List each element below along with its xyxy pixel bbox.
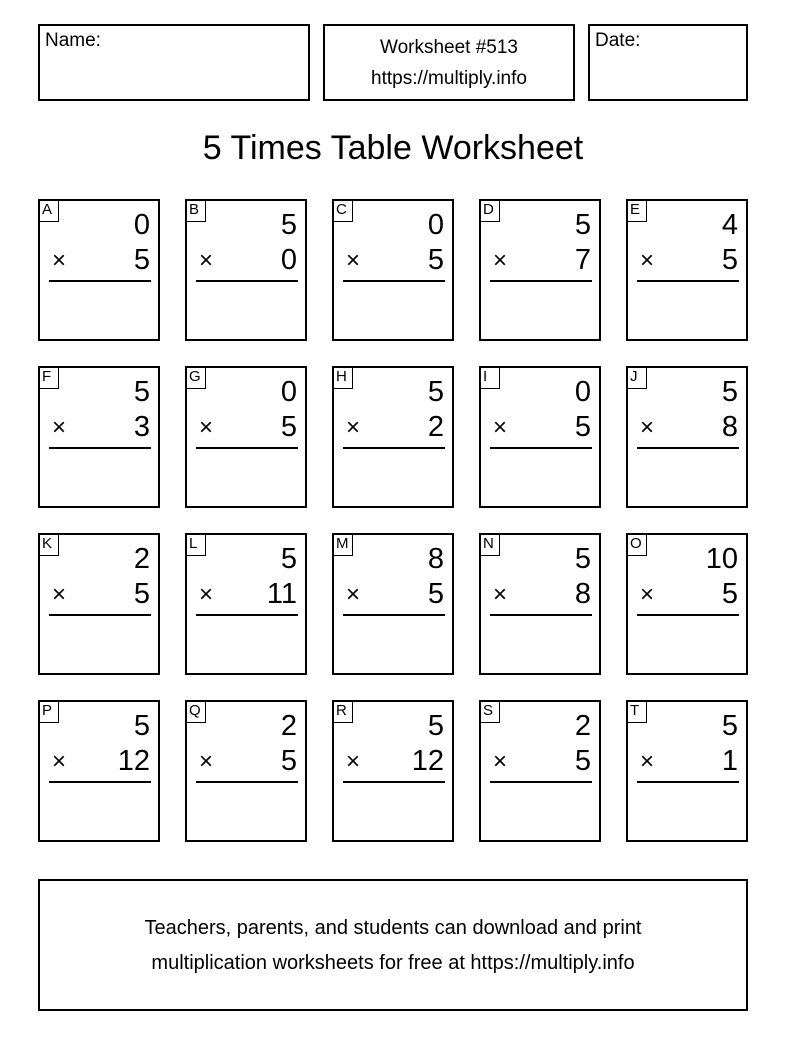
problem-letter: H bbox=[332, 366, 353, 389]
problem-letter: A bbox=[38, 199, 59, 222]
multiplier: 11 bbox=[266, 578, 297, 610]
multiplicand: 0 bbox=[280, 376, 297, 408]
multiply-sign-icon: × bbox=[346, 748, 361, 775]
multiply-sign-icon: × bbox=[640, 581, 655, 608]
multiply-sign-icon: × bbox=[493, 581, 508, 608]
problem-card bbox=[185, 366, 307, 508]
multiply-sign-icon: × bbox=[346, 414, 361, 441]
problem-card bbox=[185, 533, 307, 675]
answer-line bbox=[343, 280, 445, 282]
multiplicand: 0 bbox=[574, 376, 591, 408]
multiplier: 0 bbox=[280, 244, 297, 276]
multiplicand: 5 bbox=[721, 376, 738, 408]
multiply-sign-icon: × bbox=[640, 414, 655, 441]
date-field-box bbox=[588, 24, 748, 101]
problem-letter: J bbox=[626, 366, 647, 389]
problem-letter: D bbox=[479, 199, 500, 222]
problem-card bbox=[626, 199, 748, 341]
multiplier: 5 bbox=[280, 745, 297, 777]
answer-line bbox=[637, 280, 739, 282]
website-url: https://multiply.info bbox=[371, 68, 527, 89]
name-label: Name: bbox=[45, 30, 101, 51]
page-title: 5 Times Table Worksheet bbox=[202, 129, 584, 167]
answer-line bbox=[637, 447, 739, 449]
multiplier: 2 bbox=[427, 411, 444, 443]
multiplicand: 5 bbox=[280, 209, 297, 241]
answer-line bbox=[637, 781, 739, 783]
multiplier: 5 bbox=[721, 578, 738, 610]
problem-card bbox=[332, 199, 454, 341]
multiplicand: 5 bbox=[133, 710, 150, 742]
multiplicand: 10 bbox=[705, 543, 738, 575]
problem-card bbox=[38, 700, 160, 842]
multiplicand: 5 bbox=[721, 710, 738, 742]
answer-line bbox=[49, 614, 151, 616]
problem-letter: I bbox=[479, 366, 500, 389]
multiplicand: 5 bbox=[574, 209, 591, 241]
problem-card bbox=[479, 366, 601, 508]
problem-letter: S bbox=[479, 700, 500, 723]
multiply-sign-icon: × bbox=[199, 414, 214, 441]
multiply-sign-icon: × bbox=[199, 581, 214, 608]
problem-card bbox=[185, 700, 307, 842]
multiply-sign-icon: × bbox=[493, 748, 508, 775]
multiply-sign-icon: × bbox=[199, 748, 214, 775]
answer-line bbox=[490, 614, 592, 616]
multiplicand: 4 bbox=[721, 209, 738, 241]
answer-line bbox=[196, 614, 298, 616]
answer-line bbox=[49, 280, 151, 282]
multiplicand: 5 bbox=[574, 543, 591, 575]
problem-card bbox=[479, 199, 601, 341]
answer-line bbox=[637, 614, 739, 616]
footer-box bbox=[38, 879, 748, 1011]
multiplier: 1 bbox=[721, 745, 738, 777]
date-label: Date: bbox=[595, 30, 641, 51]
problem-letter: Q bbox=[185, 700, 206, 723]
problem-letter: P bbox=[38, 700, 59, 723]
multiplicand: 5 bbox=[280, 543, 297, 575]
multiplicand: 8 bbox=[427, 543, 444, 575]
problem-letter: T bbox=[626, 700, 647, 723]
multiplicand: 2 bbox=[133, 543, 150, 575]
multiply-sign-icon: × bbox=[52, 414, 67, 441]
problem-letter: C bbox=[332, 199, 353, 222]
answer-line bbox=[343, 447, 445, 449]
answer-line bbox=[490, 280, 592, 282]
multiplier: 5 bbox=[427, 244, 444, 276]
answer-line bbox=[49, 447, 151, 449]
multiplicand: 0 bbox=[133, 209, 150, 241]
problem-grid bbox=[38, 199, 748, 842]
problem-card bbox=[626, 366, 748, 508]
answer-line bbox=[490, 447, 592, 449]
problem-card bbox=[38, 199, 160, 341]
problem-card bbox=[626, 700, 748, 842]
problem-letter: F bbox=[38, 366, 59, 389]
footer-line-2: multiplication worksheets for free at https://multiply.info bbox=[151, 952, 635, 974]
multiplicand: 5 bbox=[133, 376, 150, 408]
answer-line bbox=[49, 781, 151, 783]
multiply-sign-icon: × bbox=[493, 247, 508, 274]
problem-letter: E bbox=[626, 199, 647, 222]
problem-card bbox=[185, 199, 307, 341]
answer-line bbox=[490, 781, 592, 783]
multiplicand: 2 bbox=[280, 710, 297, 742]
problem-card bbox=[38, 533, 160, 675]
footer-line-1: Teachers, parents, and students can download and print bbox=[144, 917, 642, 939]
answer-line bbox=[196, 781, 298, 783]
problem-card bbox=[38, 366, 160, 508]
multiply-sign-icon: × bbox=[346, 581, 361, 608]
answer-line bbox=[196, 447, 298, 449]
problem-letter: O bbox=[626, 533, 647, 556]
multiplier: 5 bbox=[427, 578, 444, 610]
multiply-sign-icon: × bbox=[52, 581, 67, 608]
multiply-sign-icon: × bbox=[346, 247, 361, 274]
answer-line bbox=[343, 614, 445, 616]
multiplicand: 2 bbox=[574, 710, 591, 742]
multiplier: 5 bbox=[133, 578, 150, 610]
problem-letter: G bbox=[185, 366, 206, 389]
problem-letter: R bbox=[332, 700, 353, 723]
multiplier: 7 bbox=[574, 244, 591, 276]
multiply-sign-icon: × bbox=[640, 247, 655, 274]
problem-card bbox=[626, 533, 748, 675]
answer-line bbox=[343, 781, 445, 783]
name-field-box bbox=[38, 24, 310, 101]
answer-line bbox=[196, 280, 298, 282]
multiplier: 8 bbox=[574, 578, 591, 610]
multiplicand: 5 bbox=[427, 376, 444, 408]
problem-card bbox=[332, 533, 454, 675]
worksheet-number: Worksheet #513 bbox=[379, 37, 518, 58]
multiplier: 12 bbox=[411, 745, 444, 777]
multiplier: 12 bbox=[117, 745, 150, 777]
problem-letter: N bbox=[479, 533, 500, 556]
problem-card bbox=[479, 700, 601, 842]
problem-letter: M bbox=[332, 533, 353, 556]
problem-letter: K bbox=[38, 533, 59, 556]
multiplier: 8 bbox=[721, 411, 738, 443]
worksheet-info-box bbox=[323, 24, 575, 101]
multiply-sign-icon: × bbox=[52, 748, 67, 775]
problem-card bbox=[332, 700, 454, 842]
multiplicand: 5 bbox=[427, 710, 444, 742]
multiply-sign-icon: × bbox=[199, 247, 214, 274]
problem-letter: L bbox=[185, 533, 206, 556]
multiply-sign-icon: × bbox=[493, 414, 508, 441]
problem-letter: B bbox=[185, 199, 206, 222]
multiply-sign-icon: × bbox=[52, 247, 67, 274]
multiplier: 5 bbox=[280, 411, 297, 443]
problem-card bbox=[332, 366, 454, 508]
multiplier: 5 bbox=[574, 745, 591, 777]
multiplier: 5 bbox=[133, 244, 150, 276]
multiplier: 3 bbox=[133, 411, 150, 443]
problem-card bbox=[479, 533, 601, 675]
multiplier: 5 bbox=[574, 411, 591, 443]
multiplier: 5 bbox=[721, 244, 738, 276]
multiply-sign-icon: × bbox=[640, 748, 655, 775]
multiplicand: 0 bbox=[427, 209, 444, 241]
